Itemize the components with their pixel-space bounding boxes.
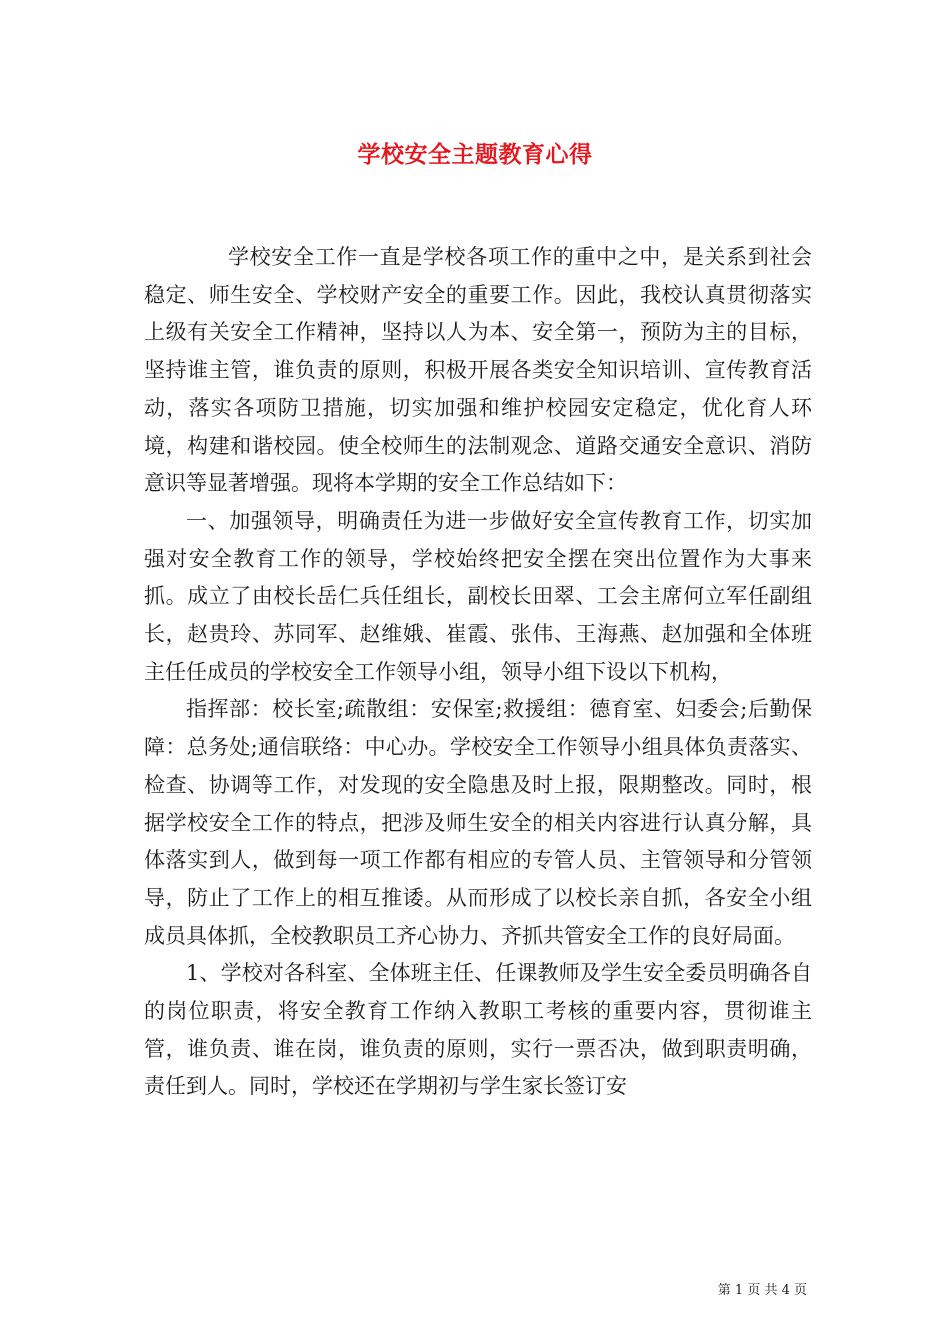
paragraph-intro: 学校安全工作一直是学校各项工作的重中之中，是关系到社会稳定、师生安全、学校财产安全的重要工作。因此，我校认真贯彻落实上级有关安全工作精神，坚持以人为本、安全第一，预防为主的目标，坚持谁主管，谁负责的原则，积极开展各类安全知识培训、宣传教育活动，落实各项防卫措施，切实加强和维护校园安定稳定，优化育人环境，构建和谐校园。使全校师生的法制观念、道路交通安全意识、消防意识等显著增强。现将本学期的安全工作总结如下：: [144, 245, 812, 496]
page-number-footer: 第 1 页 共 4 页: [717, 1283, 807, 1298]
paragraph-organization: 指挥部：校长室;疏散组：安保室;救援组：德育室、妇委会;后勤保障：总务处;通信联络：中心办。学校安全工作领导小组具体负责落实、检查、协调等工作，对发现的安全隐患及时上报，限期整改。同时，根据学校安全工作的特点，把涉及师生安全的相关内容进行认真分解，具体落实到人，做到每一项工作都有相应的专管人员、主管领导和分管领导，防止了工作上的相互推诿。从而形成了以校长亲自抓，各安全小组成员具体抓，全校教职员工齐心协力、齐抓共管安全工作的良好局面。: [144, 697, 812, 948]
paragraph-leadership: 一、加强领导，明确责任为进一步做好安全宣传教育工作，切实加强对安全教育工作的领导，学校始终把安全摆在突出位置作为大事来抓。成立了由校长岳仁兵任组长，副校长田翠、工会主席何立军任副组长，赵贵玲、苏同军、赵维娥、崔霞、张伟、王海燕、赵加强和全体班主任任成员的学校安全工作领导小组，领导小组下设以下机构，: [144, 508, 812, 684]
document-title: 学校安全主题教育心得: [357, 141, 593, 168]
document-body: [144, 239, 812, 1106]
paragraph-responsibility: 1、学校对各科室、全体班主任、任课教师及学生安全委员明确各自的岗位职责，将安全教育工作纳入教职工考核的重要内容，贯彻谁主管，谁负责、谁在岗，谁负责的原则，实行一票否决，做到职责明确，责任到人。同时，学校还在学期初与学生家长签订安: [144, 961, 812, 1099]
